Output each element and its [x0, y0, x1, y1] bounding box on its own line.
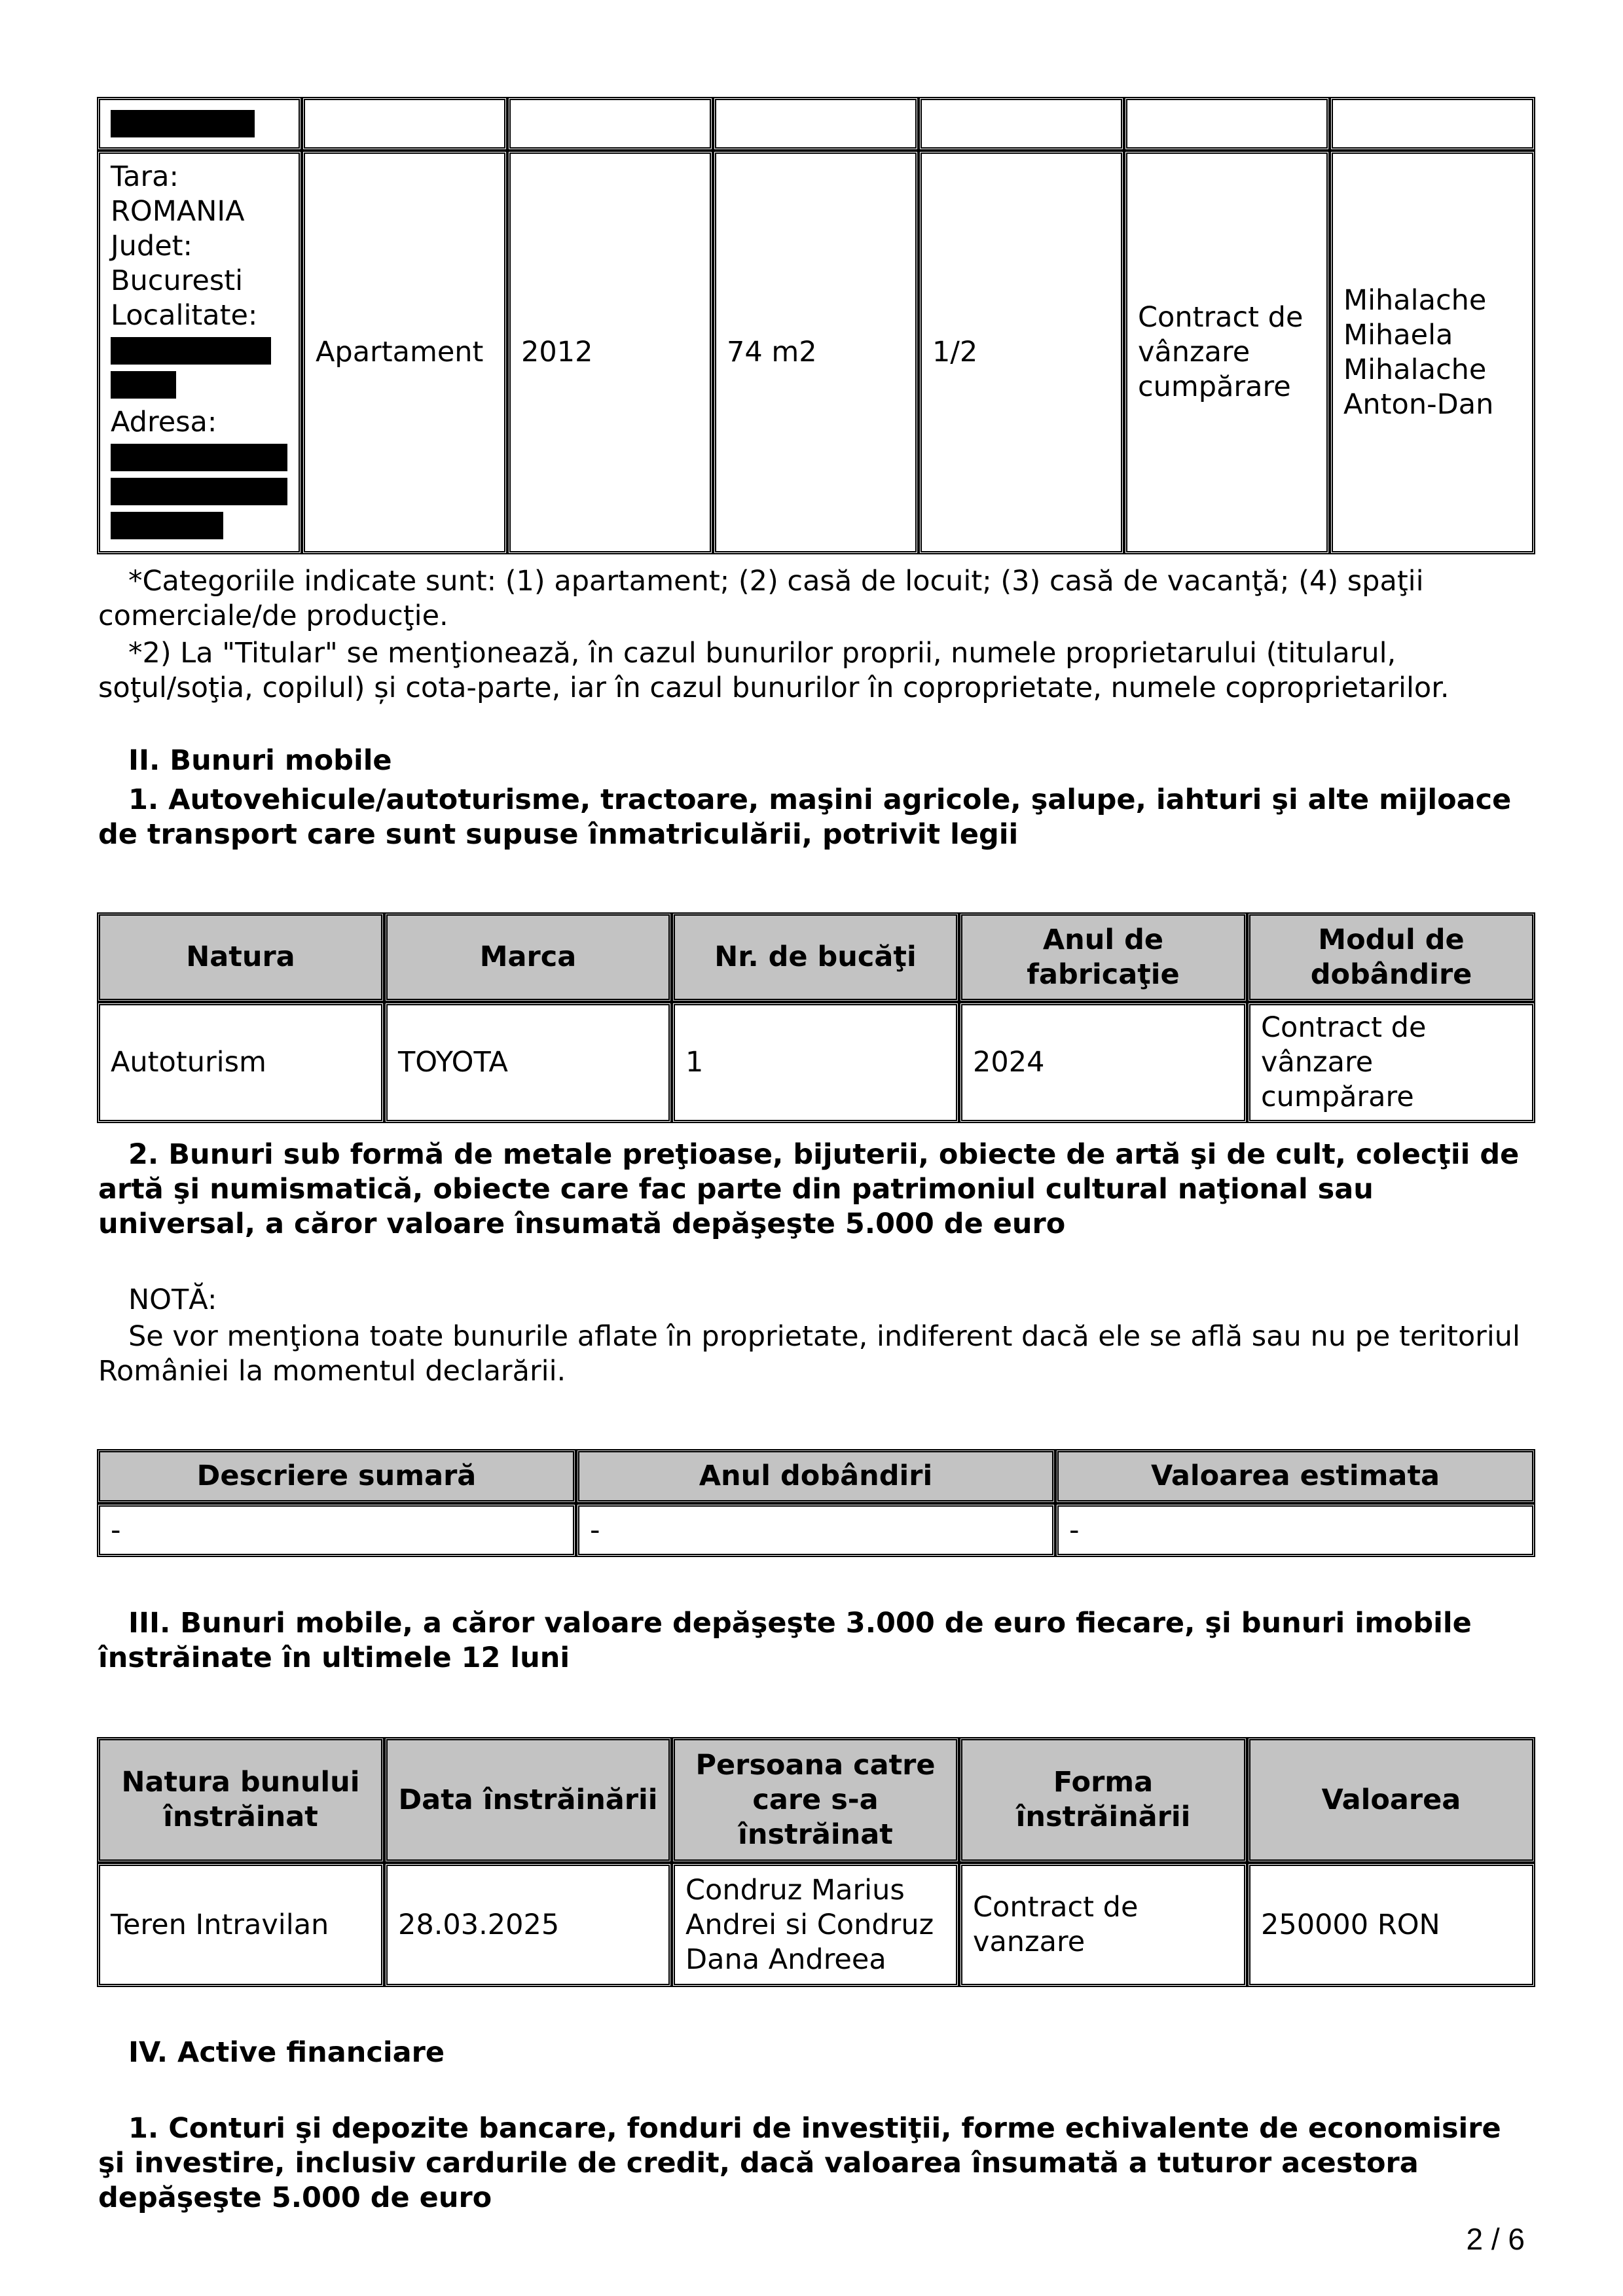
tara-label: Tara: — [111, 160, 179, 193]
table-cell: 28.03.2025 — [384, 1863, 672, 1987]
page-number: 2 / 6 — [1466, 2222, 1525, 2256]
vehicles-table — [97, 912, 1535, 1123]
subsection-title: 1. Conturi şi depozite bancare, fonduri de investiţii, forme echivalente de economisire şi investire, inclusiv cardurile de credit, dacă valoarea însumată a tuturor acestora depăşeşte 5.000 de euro — [98, 2112, 1501, 2214]
table-header-row — [97, 912, 1535, 1002]
location-cell — [97, 151, 302, 554]
column-header: Valoarea estimata — [1055, 1449, 1535, 1503]
cota-cell: 1/2 — [919, 151, 1124, 554]
table-row — [97, 1863, 1535, 1987]
table-cell: 250000 RON — [1247, 1863, 1535, 1987]
suprafata-cell: 74 m2 — [713, 151, 919, 554]
table-row — [97, 1002, 1535, 1123]
table-cell: Autoturism — [97, 1002, 384, 1123]
table-cell: Contract de vanzare — [959, 1863, 1247, 1987]
table-cell: Contract de vânzare cumpărare — [1247, 1002, 1535, 1123]
column-header: Data înstrăinării — [384, 1737, 672, 1863]
column-header: Natura — [97, 912, 384, 1002]
redaction-bar — [111, 337, 271, 365]
column-header: Nr. de bucăţi — [672, 912, 959, 1002]
table-cell: Teren Intravilan — [97, 1863, 384, 1987]
judet-value: Bucuresti — [111, 264, 244, 297]
table-header-row — [97, 1737, 1535, 1863]
redacted-cell — [97, 97, 302, 151]
property-table — [97, 97, 1535, 554]
section-title: II. Bunuri mobile — [128, 744, 392, 777]
redaction-bar — [111, 444, 287, 471]
redaction-bar — [111, 512, 223, 539]
column-header: Anul dobândiri — [576, 1449, 1055, 1503]
table-cell: 2024 — [959, 1002, 1247, 1123]
categorie-cell: Apartament — [302, 151, 507, 554]
subsection-title: 1. Autovehicule/autoturisme, tractoare, maşini agricole, şalupe, iahturi şi alte mijloace de transport care sunt supuse înmatriculării, potrivit legii — [98, 783, 1512, 851]
tara-value: ROMANIA — [111, 194, 245, 228]
adresa-label: Adresa: — [111, 405, 217, 439]
redaction-bar — [111, 110, 255, 137]
column-header: Persoana catre care s-a înstrăinat — [672, 1737, 959, 1863]
column-header: Modul de dobândire — [1247, 912, 1535, 1002]
table-cell: - — [1055, 1503, 1535, 1557]
nota-label: NOTĂ: — [128, 1283, 217, 1316]
titular-note: *2) La "Titular" se menţionează, în cazul bunurilor proprii, numele proprietarului (titularul, soţul/soţia, copilul) și cota-parte, iar în cazul bunurilor în coproprietate, numele coproprietarilor. — [98, 637, 1450, 704]
table-cell: - — [97, 1503, 576, 1557]
property-row — [97, 151, 1535, 554]
alienated-table — [97, 1737, 1535, 1987]
redacted-row — [97, 97, 1535, 151]
section-title: IV. Active financiare — [128, 2036, 445, 2069]
mod-cell: Contract de vânzare cumpărare — [1124, 151, 1330, 554]
table-cell: - — [576, 1503, 1055, 1557]
table-cell: TOYOTA — [384, 1002, 672, 1123]
table-cell: Condruz Marius Andrei si Condruz Dana Andreea — [672, 1863, 959, 1987]
redaction-bar — [111, 371, 176, 399]
valuables-table — [97, 1449, 1535, 1557]
subsection-title: 2. Bunuri sub formă de metale preţioase, bijuterii, obiecte de artă şi de cult, colecţii de artă şi numismatică, obiecte care fac parte din patrimoniul cultural naţional sau universal, a căror valoare însumată depăşeşte 5.000 de euro — [98, 1138, 1520, 1240]
table-cell: 1 — [672, 1002, 959, 1123]
column-header: Marca — [384, 912, 672, 1002]
redaction-bar — [111, 478, 287, 505]
column-header: Descriere sumară — [97, 1449, 576, 1503]
column-header: Natura bunului înstrăinat — [97, 1737, 384, 1863]
judet-label: Judet: — [111, 229, 193, 262]
column-header: Forma înstrăinării — [959, 1737, 1247, 1863]
nota-text: Se vor menţiona toate bunurile aflate în proprietate, indiferent dacă ele se află sau nu pe teritoriul României la momentul declarării. — [98, 1320, 1520, 1388]
titular-cell: Mihalache Mihaela Mihalache Anton-Dan — [1330, 151, 1535, 554]
an-cell: 2012 — [507, 151, 713, 554]
category-note: *Categoriile indicate sunt: (1) apartament; (2) casă de locuit; (3) casă de vacanţă; (4) spaţii comerciale/de producţie. — [98, 565, 1424, 632]
table-header-row — [97, 1449, 1535, 1503]
column-header: Valoarea — [1247, 1737, 1535, 1863]
column-header: Anul de fabricaţie — [959, 912, 1247, 1002]
section-title: III. Bunuri mobile, a căror valoare depăşeşte 3.000 de euro fiecare, şi bunuri imobile înstrăinate în ultimele 12 luni — [98, 1607, 1472, 1674]
table-row — [97, 1503, 1535, 1557]
localitate-label: Localitate: — [111, 298, 258, 332]
